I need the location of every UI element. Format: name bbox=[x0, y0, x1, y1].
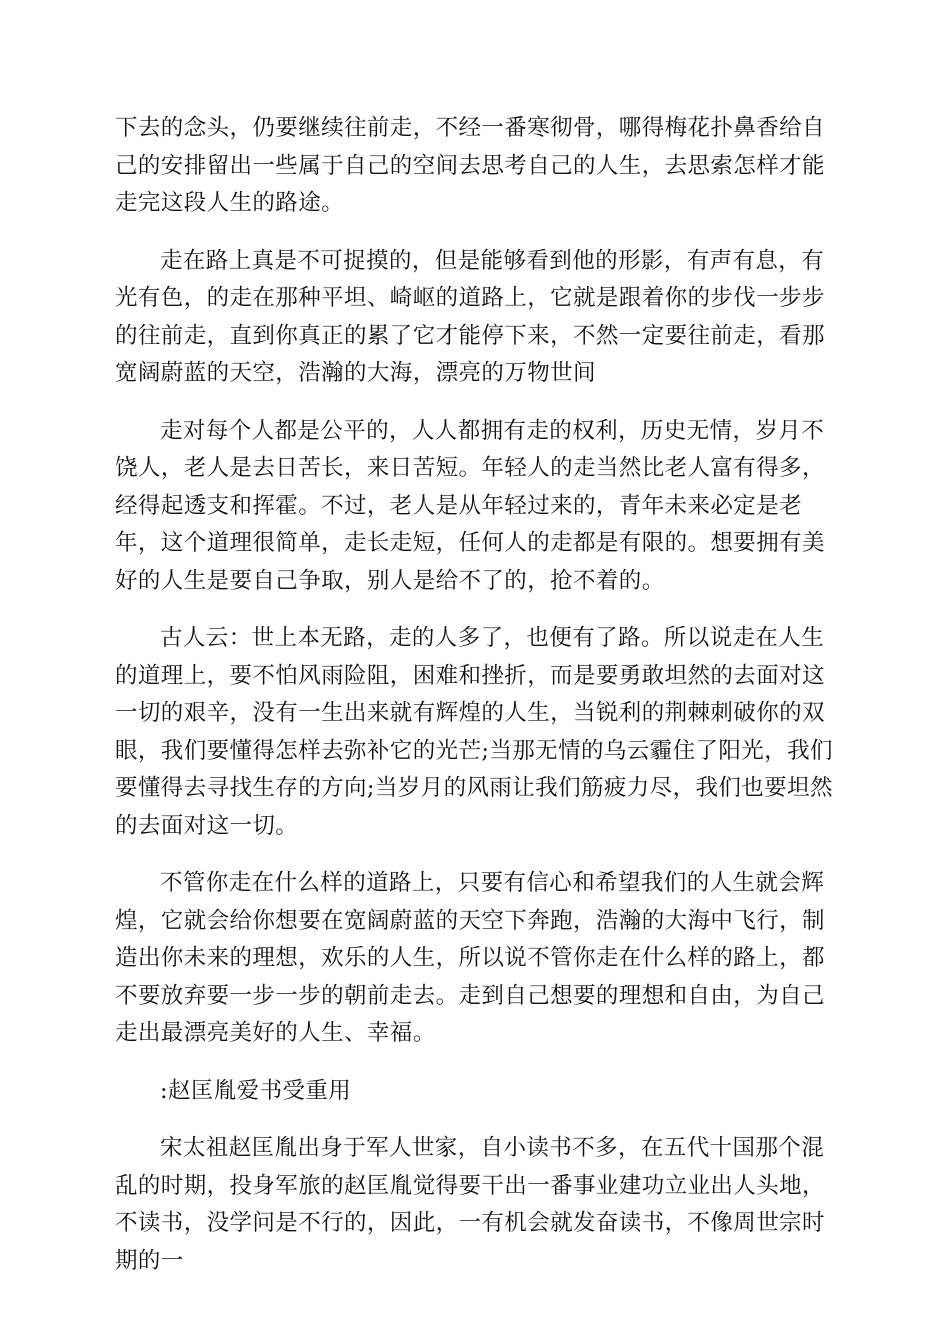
paragraph-continuation: 下去的念头，仍要继续往前走，不经一番寒彻骨，哪得梅花扑鼻香给自己的安排留出一些属于自己的空间去思考自己的人生，去思索怎样才能走完这段人生的路途。 bbox=[115, 115, 825, 216]
document-body bbox=[115, 110, 835, 1300]
paragraph: 宋太祖赵匡胤出身于军人世家，自小读书不多，在五代十国那个混乱的时期，投身军旅的赵匡胤觉得要干出一番事业建功立业出人头地，不读书，没学问是不行的，因此，一有机会就发奋读书，不像周世宗时期的一 bbox=[115, 1135, 825, 1274]
paragraph: 不管你走在什么样的道路上，只要有信心和希望我们的人生就会辉煌，它就会给你想要在宽阔蔚蓝的天空下奔跑，浩瀚的大海中飞行，制造出你未来的理想，欢乐的人生，所以说不管你走在什么样的路上，都不要放弃要一步一步的朝前走去。走到自己想要的理想和自由，为自己走出最漂亮美好的人生、幸福。 bbox=[115, 870, 825, 1046]
paragraph: 走在路上真是不可捉摸的，但是能够看到他的形影，有声有息，有光有色，的走在那种平坦、崎岖的道路上，它就是跟着你的步伐一步步的往前走，直到你真正的累了它才能停下来，不然一定要往前走，看那宽阔蔚蓝的天空，浩瀚的大海，漂亮的万物世间 bbox=[115, 247, 825, 386]
paragraph: 走对每个人都是公平的，人人都拥有走的权利，历史无情，岁月不饶人，老人是去日苦长，来日苦短。年轻人的走当然比老人富有得多，经得起透支和挥霍。不过，老人是从年轻过来的，青年未来必定是老年，这个道理很简单，走长走短，任何人的走都是有限的。想要拥有美好的人生是要自己争取，别人是给不了的，抢不着的。 bbox=[115, 417, 825, 594]
paragraph: 古人云：世上本无路，走的人多了，也便有了路。所以说走在人生的道理上，要不怕风雨险阻，困难和挫折，而是要勇敢坦然的去面对这一切的艰辛，没有一生出来就有辉煌的人生，当锐利的荆棘刺破你的双眼，我们要懂得怎样去弥补它的光芒;当那无情的乌云霾住了阳光，我们要懂得去寻找生存的方向;当岁月的风雨让我们筋疲力尽，我们也要坦然的去面对这一切。 bbox=[115, 625, 833, 839]
section-heading: :赵匡胤爱书受重用 bbox=[160, 1077, 352, 1104]
